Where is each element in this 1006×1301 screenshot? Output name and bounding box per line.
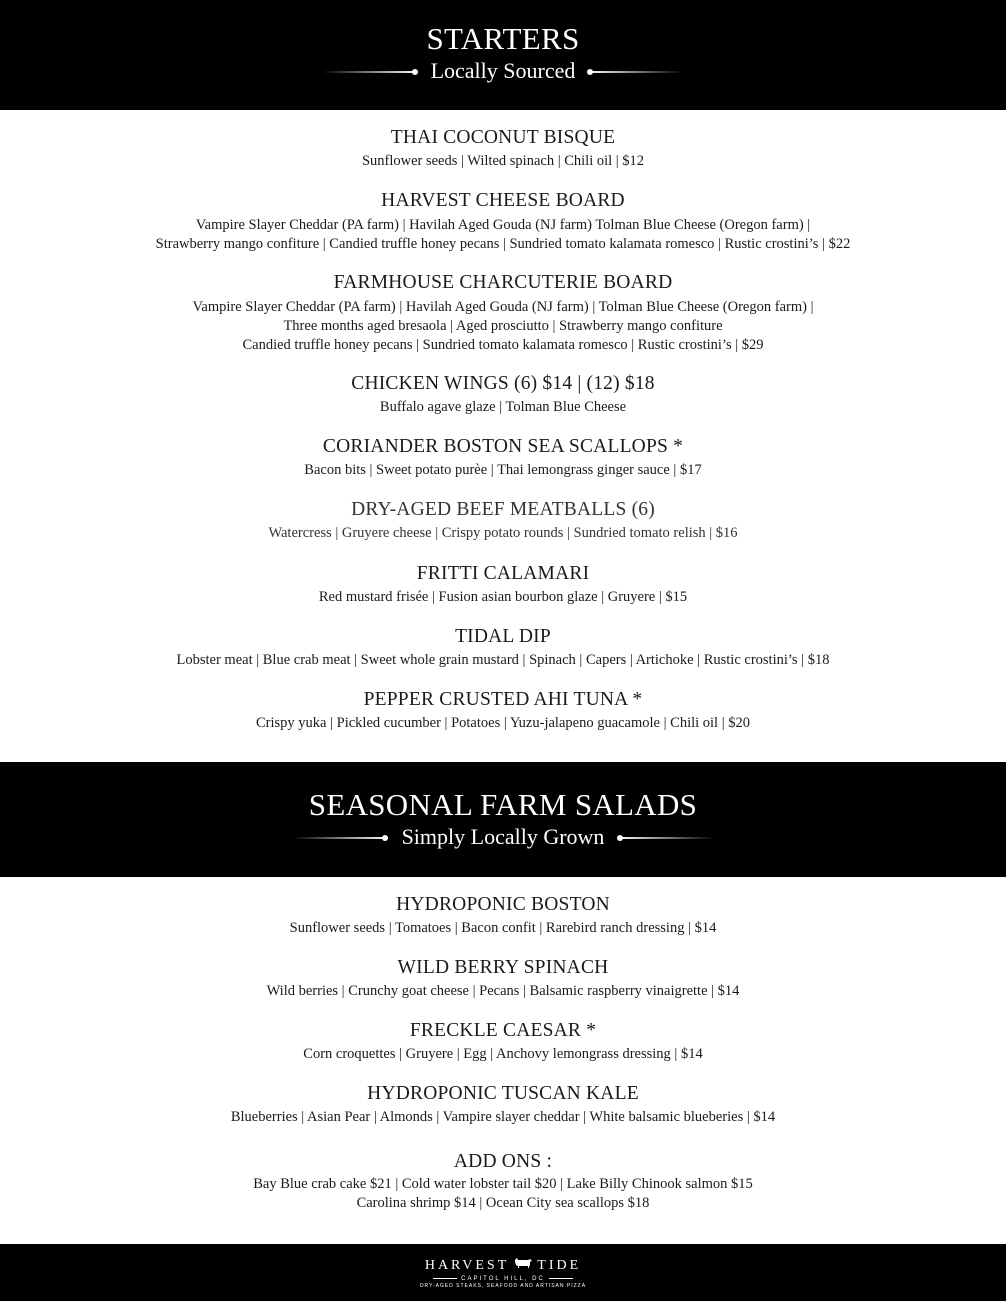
description-line: Three months aged bresaola | Aged prosciutto | Strawberry mango confiture (283, 318, 723, 334)
starters-subtitle-row (0, 58, 1006, 84)
divider-dot (382, 835, 388, 841)
item-description (0, 588, 1006, 607)
menu-item (0, 626, 1006, 670)
logo-text-right: TIDE (537, 1258, 582, 1273)
footer (0, 1244, 1006, 1301)
add-ons (0, 1151, 1006, 1213)
starters-header (0, 0, 1006, 110)
menu-item (0, 957, 1006, 1001)
divider-line (322, 71, 418, 73)
item-description (0, 152, 1006, 171)
logo-location-row (0, 1275, 1006, 1283)
item-description (0, 1175, 1006, 1213)
description-line: Blueberries | Asian Pear | Almonds | Vampire slayer cheddar | White balsamic blueberies | $14 (230, 1109, 776, 1125)
item-description (0, 1108, 1006, 1127)
add-ons-title: ADD ONS : (453, 1151, 553, 1172)
item-description (0, 524, 1006, 543)
menu-item (0, 894, 1006, 938)
item-description (0, 714, 1006, 733)
item-description (0, 216, 1006, 254)
description-line: Vampire Slayer Cheddar (PA farm) | Havilah Aged Gouda (NJ farm) Tolman Blue Cheese (Oregon farm) | (195, 217, 811, 233)
logo-text-left: HARVEST (424, 1258, 510, 1273)
menu-item (0, 563, 1006, 607)
item-description (0, 1045, 1006, 1064)
description-line: Red mustard frisée | Fusion asian bourbon glaze | Gruyere | $15 (318, 589, 688, 605)
menu-item (0, 127, 1006, 171)
starters-title: STARTERS (426, 21, 580, 56)
item-description (0, 651, 1006, 670)
description-line: Crispy yuka | Pickled cucumber | Potatoes | Yuzu-jalapeno guacamole | Chili oil | $20 (256, 715, 750, 731)
cow-icon (513, 1257, 533, 1269)
item-description (0, 461, 1006, 480)
logo-location: CAPITOL HILL, DC (461, 1276, 545, 1282)
item-name: FARMHOUSE CHARCUTERIE BOARD (333, 272, 673, 293)
description-line: Buffalo agave glaze | Tolman Blue Cheese (379, 399, 627, 415)
menu-item (0, 190, 1006, 254)
item-name: DRY-AGED BEEF MEATBALLS (6) (351, 499, 655, 520)
item-name: HARVEST CHEESE BOARD (381, 190, 625, 211)
item-name: CHICKEN WINGS (6) $14 | (12) $18 (351, 373, 655, 394)
description-line: Bay Blue crab cake $21 | Cold water lobster tail $20 | Lake Billy Chinook salmon $15 (253, 1176, 753, 1192)
description-line: Sunflower seeds | Tomatoes | Bacon confit | Rarebird ranch dressing | $14 (289, 920, 717, 936)
description-line: Candied truffle honey pecans | Sundried tomato kalamata romesco | Rustic crostini’s | $29 (242, 337, 764, 353)
item-name: THAI COCONUT BISQUE (390, 127, 616, 148)
item-description (0, 398, 1006, 417)
menu-item (0, 373, 1006, 417)
description-line: Lobster meat | Blue crab meat | Sweet whole grain mustard | Spinach | Capers | Artichoke | Rustic crostini’s | $18 (176, 652, 830, 668)
description-line: Bacon bits | Sweet potato purèe | Thai lemongrass ginger sauce | $17 (304, 462, 702, 478)
salads-title: SEASONAL FARM SALADS (308, 787, 698, 822)
item-name: TIDAL DIP (455, 626, 551, 647)
divider-line (292, 837, 388, 839)
item-name: FRECKLE CAESAR * (409, 1020, 597, 1041)
item-description (0, 982, 1006, 1001)
description-line: Carolina shrimp $14 | Ocean City sea scallops $18 (356, 1195, 650, 1211)
item-name: FRITTI CALAMARI (416, 563, 590, 584)
logo-tagline: DRY-AGED STEAKS, SEAFOOD AND ARTISAN PIZZA (419, 1283, 587, 1289)
logo (0, 1244, 1006, 1274)
divider-line (549, 1278, 573, 1279)
salads-subtitle: Simply Locally Grown (392, 824, 615, 850)
menu-item (0, 272, 1006, 355)
salads-subtitle-row (0, 824, 1006, 850)
item-name: WILD BERRY SPINACH (397, 957, 609, 978)
divider-line (433, 1278, 457, 1279)
menu-item (0, 436, 1006, 480)
item-name: PEPPER CRUSTED AHI TUNA * (363, 689, 643, 710)
description-line: Strawberry mango confiture | Candied truffle honey pecans | Sundried tomato kalamata romesco | Rustic crostini’s | $22 (155, 236, 851, 252)
item-name: HYDROPONIC TUSCAN KALE (367, 1083, 639, 1104)
starters-subtitle: Locally Sourced (421, 58, 586, 84)
divider-line (618, 837, 714, 839)
menu-item (0, 1020, 1006, 1064)
description-line: Vampire Slayer Cheddar (PA farm) | Havilah Aged Gouda (NJ farm) | Tolman Blue Cheese (Oregon farm) | (192, 299, 814, 315)
item-name: CORIANDER BOSTON SEA SCALLOPS * (322, 436, 684, 457)
description-line: Sunflower seeds | Wilted spinach | Chili oil | $12 (361, 153, 645, 169)
item-description (0, 298, 1006, 355)
menu-item (0, 689, 1006, 733)
description-line: Corn croquettes | Gruyere | Egg | Anchovy lemongrass dressing | $14 (303, 1046, 703, 1062)
menu-item (0, 1083, 1006, 1127)
divider-line (588, 71, 684, 73)
menu-item (0, 499, 1006, 543)
salads-header (0, 762, 1006, 877)
description-line: Wild berries | Crunchy goat cheese | Pecans | Balsamic raspberry vinaigrette | $14 (266, 983, 740, 999)
item-name: HYDROPONIC BOSTON (396, 894, 610, 915)
item-description (0, 919, 1006, 938)
description-line: Watercress | Gruyere cheese | Crispy potato rounds | Sundried tomato relish | $16 (268, 525, 738, 541)
divider-dot (412, 69, 418, 75)
